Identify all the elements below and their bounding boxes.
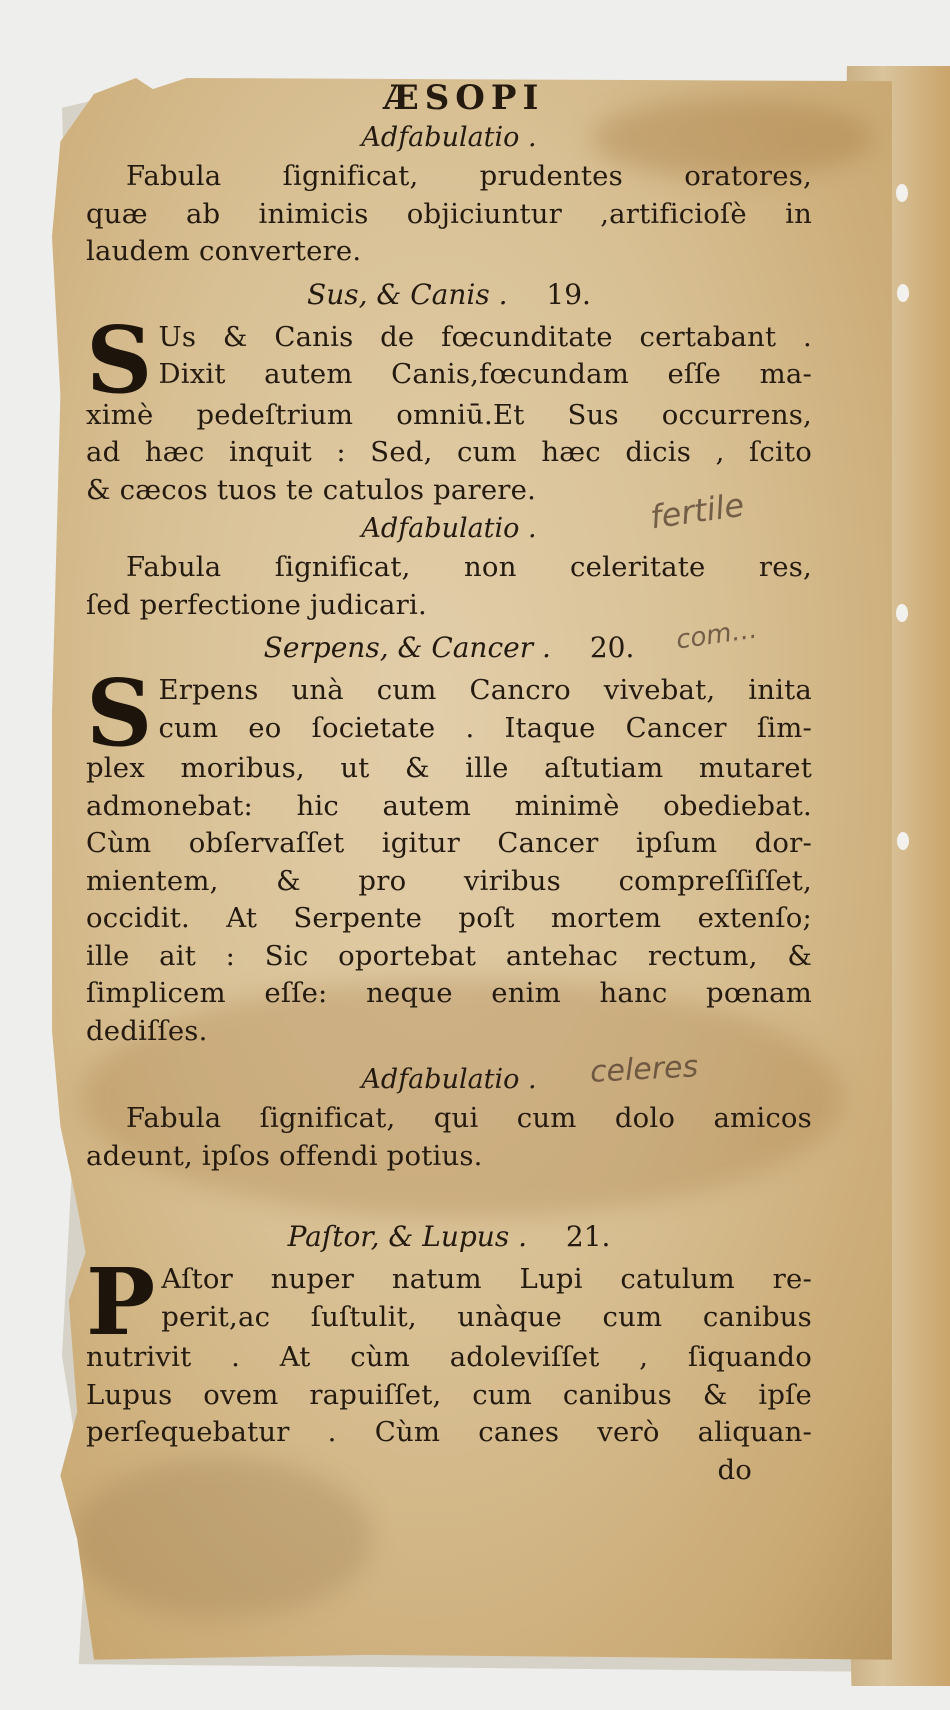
binding-hole — [896, 604, 908, 622]
text-line: Fabula ſignificat, non celeritate res, — [126, 551, 812, 583]
text-line: adeunt, ipſos offendi potius. — [86, 1139, 483, 1172]
handwritten-annotation: com… — [674, 614, 760, 656]
moral-heading: Adfabulatio . — [361, 122, 537, 153]
text-line: Aſtor nuper natum Lupi catulum re- — [161, 1263, 812, 1295]
text-line: Dixit autem Canis,fœcundam eſſe ma- — [158, 358, 812, 390]
text-line: perſequebatur . Cùm canes verò aliquan- — [86, 1416, 812, 1448]
fable-title — [86, 1213, 812, 1261]
binding-hole — [896, 184, 908, 202]
fable-number: 20. — [589, 631, 635, 664]
text-line: dediſſes. — [86, 1014, 208, 1047]
fable-body — [86, 659, 812, 1050]
text-line: occidit. At Serpente poſt mortem extenſo; — [86, 902, 812, 934]
text-line: Lupus ovem rapuiſſet, cum canibus & ipſe — [86, 1378, 812, 1411]
fable-title-text: Sus, & Canis . — [307, 277, 508, 311]
text-line: plex moribus, ut & ille aſtutiam mutaret — [86, 752, 812, 784]
text-line: cum eo ſocietate . Itaque Cancer ſim- — [158, 711, 812, 744]
drop-cap: S — [86, 659, 153, 767]
text-line: nutrivit . At cùm adoleviſſet , ſiquando — [86, 1341, 812, 1373]
handwritten-annotation: celeres — [589, 1049, 700, 1090]
moral-heading: Adfabulatio . — [361, 513, 537, 544]
fable-title — [86, 271, 812, 319]
text-line: ximè pedeſtrium omniū.Et Sus occurrens, — [86, 398, 812, 431]
fable-body — [86, 305, 812, 510]
text-line: Erpens unà cum Cancro vivebat, inita — [158, 674, 812, 706]
fable-number: 19. — [546, 277, 591, 311]
text-line: Us & Canis de fœcunditate certabant . — [158, 320, 812, 353]
text-line: perit,ac ſuſtulit, unàque cum canibus — [161, 1300, 812, 1333]
text-line: ſed perfectione judicari. — [86, 588, 427, 621]
binding-hole — [897, 832, 909, 850]
catchword: do — [717, 1453, 752, 1486]
text-line: ſimplicem eſſe: neque enim hanc pœnam — [86, 977, 812, 1009]
fable-title — [86, 624, 812, 672]
fable-number: 21. — [565, 1220, 611, 1253]
binding-hole — [897, 284, 909, 302]
running-head: ÆSOPI — [383, 78, 545, 118]
drop-cap: S — [86, 305, 153, 414]
moral-heading: Adfabulatio . — [361, 1064, 537, 1095]
drop-cap: P — [86, 1248, 156, 1356]
text-line: quæ ab inimicis objiciuntur ,artificioſè in — [86, 197, 812, 230]
fable-body — [86, 1248, 812, 1452]
text-line: ille ait : Sic oportebat antehac rectum, & — [86, 939, 812, 972]
handwritten-annotation: fertile — [647, 485, 747, 537]
text-line: Cùm obſervaſſet igitur Cancer ipſum dor- — [86, 827, 812, 859]
text-line: mientem, & pro viribus compreſſiſſet, — [86, 864, 812, 897]
text-line: laudem convertere. — [86, 235, 362, 267]
text-line: Fabula ſignificat, prudentes oratores, — [126, 160, 812, 192]
page-text — [86, 78, 812, 1489]
text-line: Fabula ſignificat, qui cum dolo amicos — [126, 1102, 812, 1134]
text-line: admonebat: hic autem minimè obediebat. — [86, 789, 812, 822]
fable-title-text: Serpens, & Cancer . — [263, 631, 551, 664]
text-line: & cæcos tuos te catulos parere. — [86, 473, 537, 506]
text-line: ad hæc inquit : Sed, cum hæc dicis , ſcito — [86, 436, 812, 468]
fable-title-text: Paſtor, & Lupus . — [287, 1220, 527, 1253]
